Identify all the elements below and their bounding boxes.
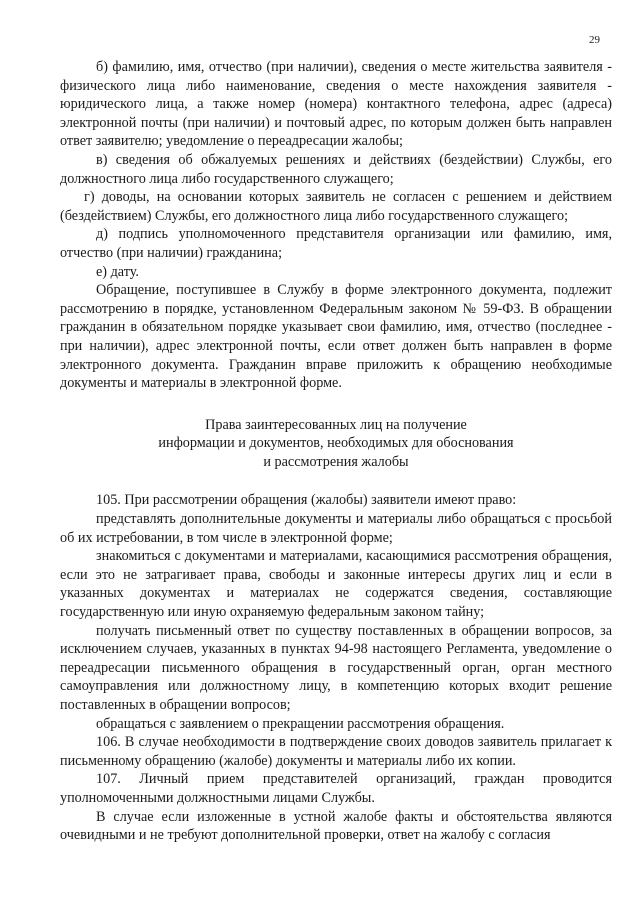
- paragraph-right-review: знакомиться с документами и материалами, касающимися рассмотрения обращения, если это не затрагивает права, свободы и законные интересы других лиц и если в указанных документах и материалах не содержатся сведения, составляющие государственную или иную охраняемую федеральным законом тайну;: [60, 548, 612, 621]
- paragraph-d: д) подпись уполномоченного представителя организации или фамилию, имя, отчество (при наличии) гражданина;: [60, 226, 612, 261]
- paragraph-105: 105. При рассмотрении обращения (жалобы) заявители имеют право:: [96, 492, 517, 509]
- page-number: 29: [589, 34, 600, 46]
- paragraph-v: в) сведения об обжалуемых решениях и действиях (бездействии) Службы, его должностного лица либо государственного служащего;: [60, 151, 612, 187]
- paragraph-right-answer: получать письменный ответ по существу поставленных в обращении вопросов, за исключением случаев, указанных в пунктах 94-98 настоящего Регламента, уведомление о переадресации письменного обращения в государственный орган, орган местного самоуправления или должностному лицу, в компетенцию которых входит решение поставленных в обращении вопросов;: [60, 622, 612, 713]
- paragraph-106: 106. В случае необходимости в подтверждение своих доводов заявитель прилагает к письменному обращению (жалобе) документы и материалы либо их копии.: [60, 734, 612, 769]
- paragraph-e: е) дату.: [96, 263, 139, 280]
- heading-line-1: Права заинтересованных лиц на получение: [205, 416, 467, 433]
- paragraph-electronic-appeal: Обращение, поступившее в Службу в форме электронного документа, подлежит рассмотрению в порядке, установленном Федеральным законом № 59-ФЗ. В обращении гражданин в обязательном порядке указывает свои фамилию, имя, отчество (последнее - при наличии), адрес электронной почты, если ответ должен быть направлен в форме электронного документа. Гражданин вправе приложить к обращению необходимые документы и материалы в электронной форме.: [60, 282, 612, 392]
- paragraph-g: г) доводы, на основании которых заявитель не согласен с решением и действием (бездействием) Службы, его должностного лица либо государственного служащего;: [60, 189, 612, 224]
- document-body: [60, 58, 612, 845]
- paragraph-oral-complaint: В случае если изложенные в устной жалобе факты и обстоятельства являются очевидными и не требуют дополнительной проверки, ответ на жалобу с согласия: [60, 808, 612, 844]
- section-heading: [60, 416, 612, 472]
- paragraph-b: б) фамилию, имя, отчество (при наличии), сведения о месте жительства заявителя - физического лица либо наименование, сведения о месте нахождения заявителя - юридического лица, а также номер (номера) контактного телефона, адрес (адреса) электронной почты (при наличии) и почтовый адрес, по которым должен быть направлен ответ заявителю; уведомление о переадресации жалобы;: [60, 59, 612, 150]
- paragraph-right-withdraw: обращаться с заявлением о прекращении рассмотрения обращения.: [96, 715, 505, 732]
- paragraph-107: 107. Личный прием представителей организаций, граждан проводится уполномоченными должностными лицами Службы.: [60, 771, 612, 806]
- paragraph-right-submit: представлять дополнительные документы и материалы либо обращаться с просьбой об их истребовании, в том числе в электронной форме;: [60, 511, 612, 546]
- heading-line-3: и рассмотрения жалобы: [263, 453, 409, 470]
- heading-line-2: информации и документов, необходимых для обоснования: [158, 435, 514, 452]
